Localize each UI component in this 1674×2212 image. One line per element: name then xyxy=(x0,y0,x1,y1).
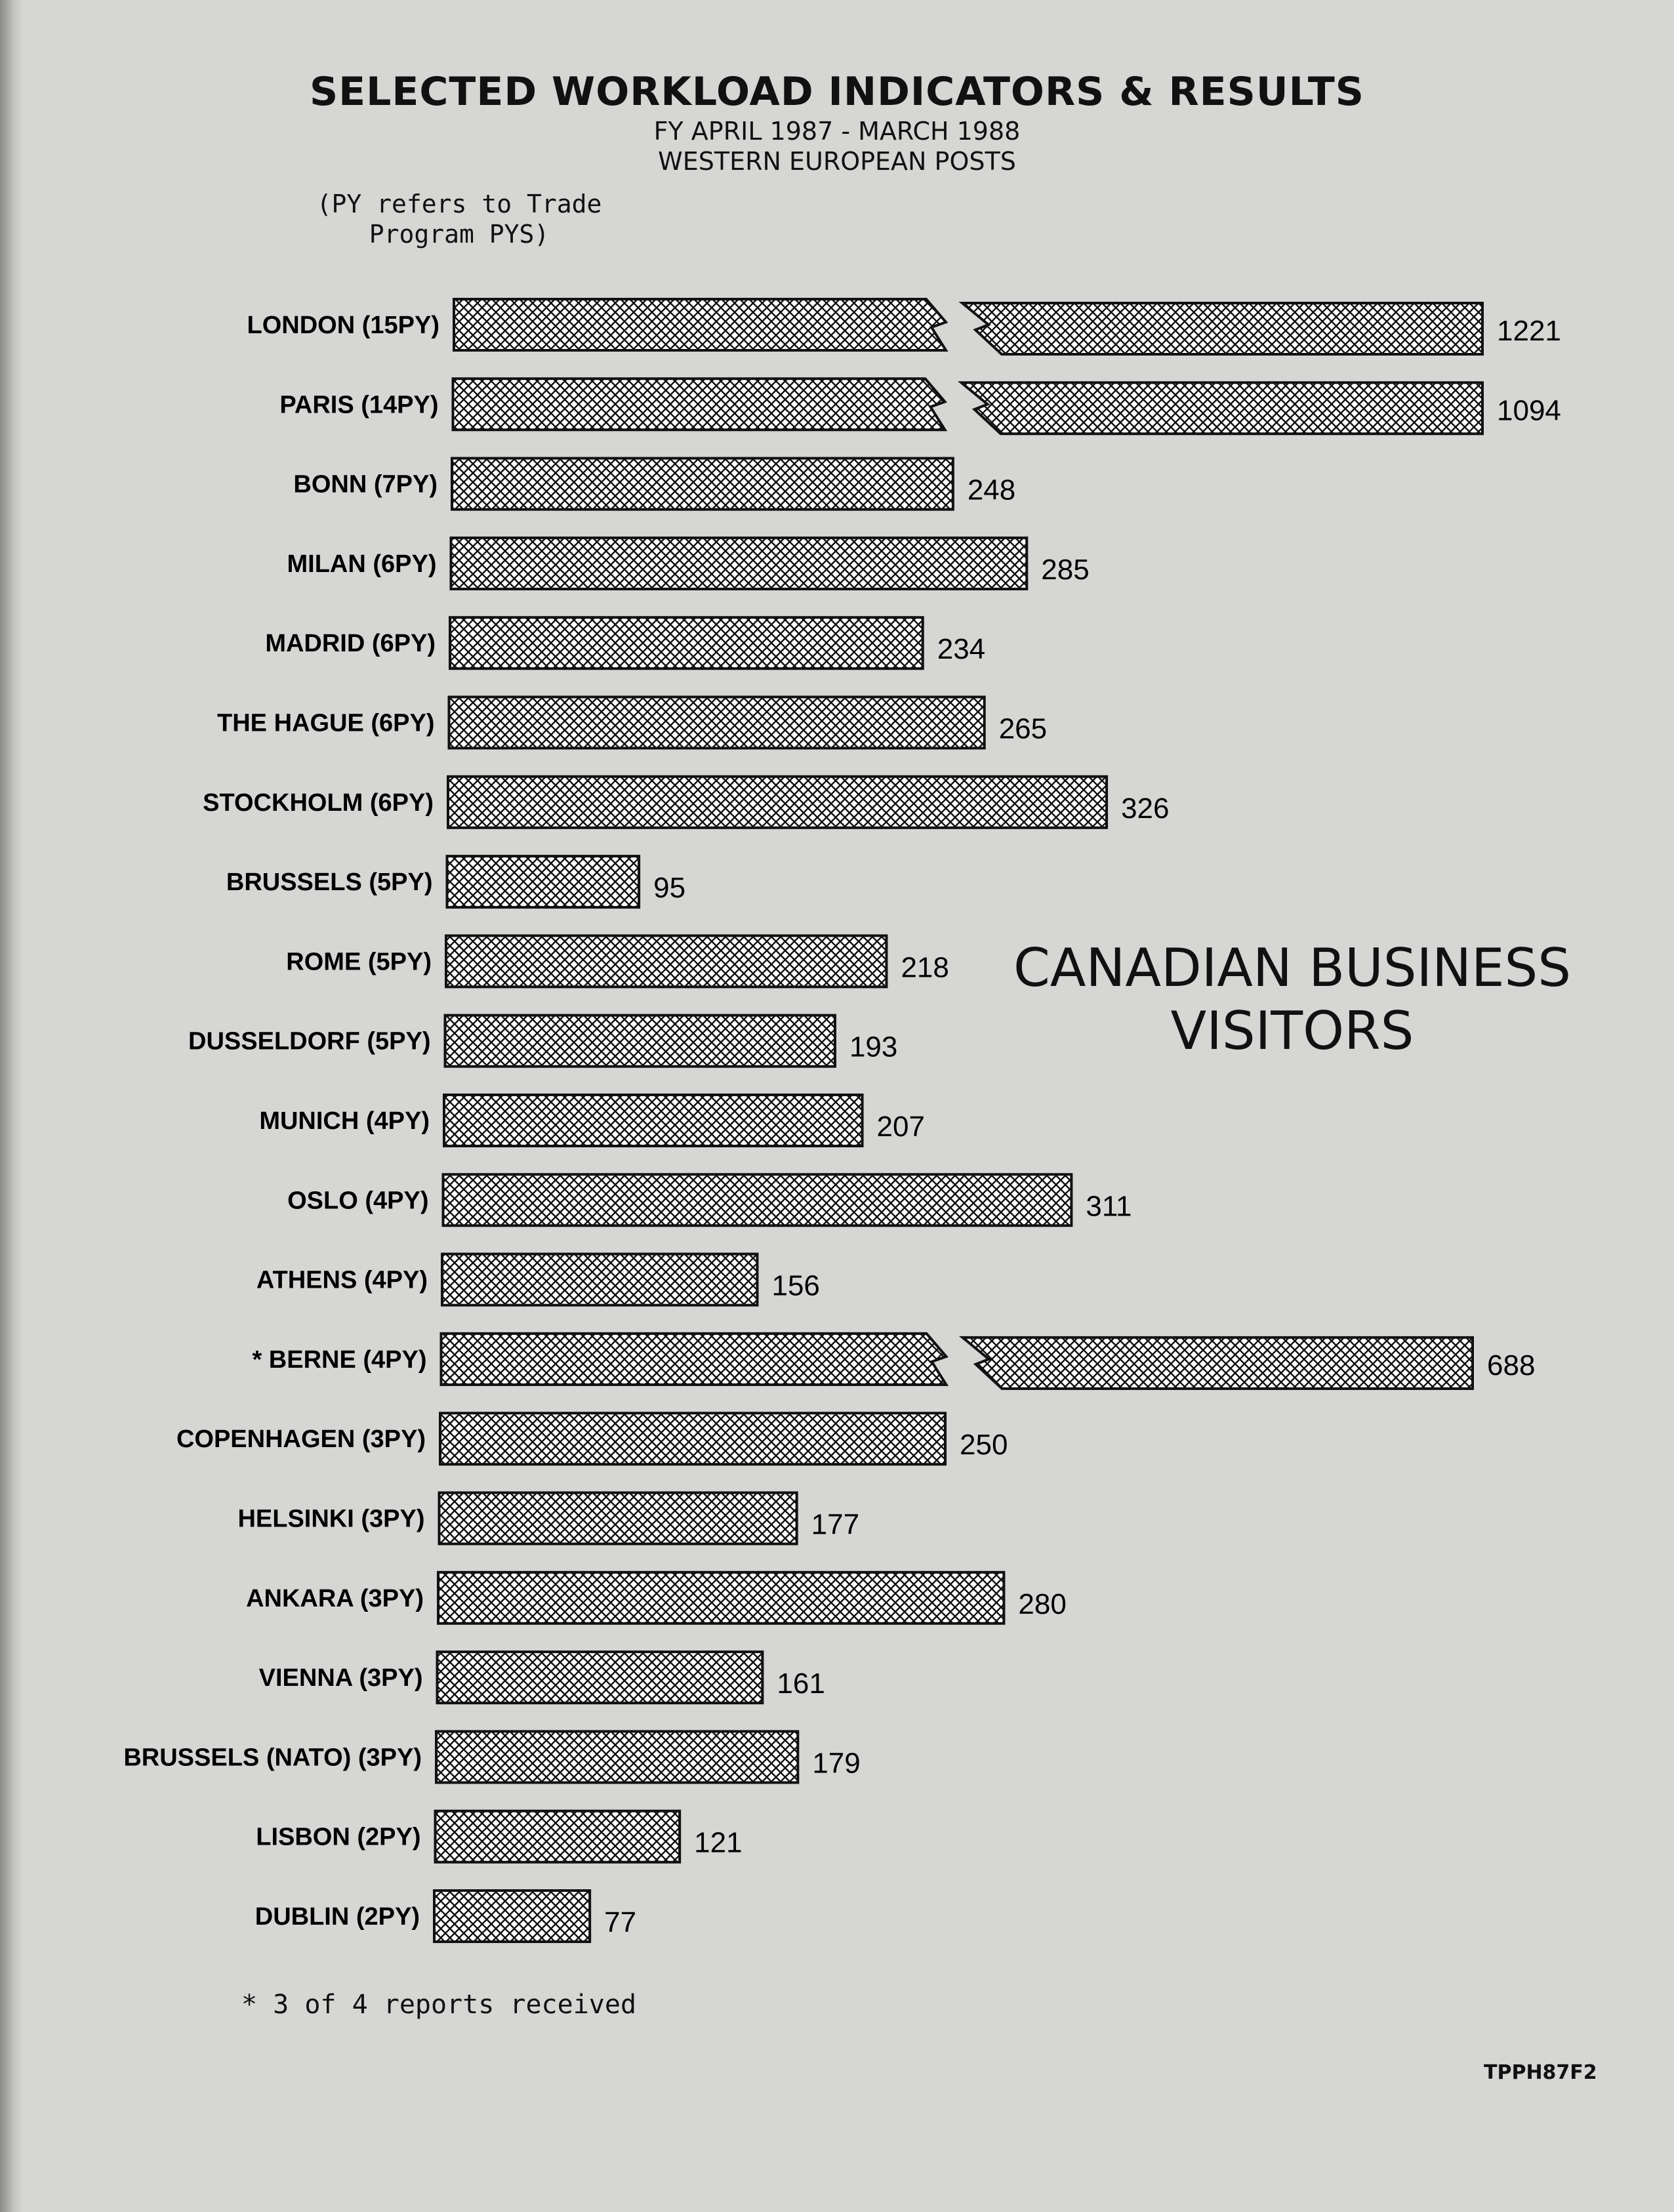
bar xyxy=(436,1811,680,1862)
bar xyxy=(440,1413,945,1464)
bar-right-segment xyxy=(962,303,1482,354)
series-label-line2: VISITORS xyxy=(1170,1000,1414,1061)
bar xyxy=(447,856,640,907)
value-label: 77 xyxy=(604,1906,637,1938)
value-label: 177 xyxy=(811,1508,860,1541)
category-label: ATHENS (4PY) xyxy=(256,1266,428,1294)
bar xyxy=(434,1891,590,1942)
footnote: * 3 of 4 reports received xyxy=(241,1990,637,2020)
category-label: MUNICH (4PY) xyxy=(259,1107,430,1135)
chart-subtitle-period: FY APRIL 1987 - MARCH 1988 xyxy=(653,117,1021,146)
value-label: 311 xyxy=(1086,1190,1132,1223)
category-label: BONN (7PY) xyxy=(293,470,438,499)
bar xyxy=(446,935,886,987)
value-label: 218 xyxy=(901,951,949,984)
category-label: * BERNE (4PY) xyxy=(252,1345,427,1374)
category-label: OSLO (4PY) xyxy=(287,1187,429,1215)
category-label: COPENHAGEN (3PY) xyxy=(176,1425,426,1454)
value-label: 265 xyxy=(998,712,1048,745)
bar-right-segment xyxy=(962,382,1483,434)
value-label: 193 xyxy=(849,1031,898,1063)
py-note-line2: Program PYS) xyxy=(369,220,550,249)
value-label: 1221 xyxy=(1497,315,1561,347)
bar xyxy=(449,697,985,748)
category-label: THE HAGUE (6PY) xyxy=(217,709,435,737)
bar xyxy=(452,459,953,510)
category-label: ROME (5PY) xyxy=(286,948,432,976)
value-label: 250 xyxy=(960,1429,1008,1462)
value-label: 161 xyxy=(777,1668,825,1700)
value-label: 121 xyxy=(694,1826,743,1859)
bar xyxy=(439,1493,797,1544)
bar-left-segment xyxy=(441,1334,947,1385)
category-label: HELSINKI (3PY) xyxy=(237,1505,425,1533)
value-label: 179 xyxy=(812,1747,861,1780)
category-label: DUBLIN (2PY) xyxy=(255,1903,420,1931)
category-label: DUSSELDORF (5PY) xyxy=(188,1027,431,1055)
value-label: 280 xyxy=(1018,1587,1067,1620)
series-label-line1: CANADIAN BUSINESS xyxy=(1013,937,1572,998)
document-code: TPPH87F2 xyxy=(1484,2061,1597,2084)
value-label: 207 xyxy=(876,1111,925,1143)
category-label: VIENNA (3PY) xyxy=(258,1664,423,1692)
bar xyxy=(450,617,923,668)
value-label: 95 xyxy=(653,872,686,905)
bar xyxy=(451,538,1027,589)
value-label: 688 xyxy=(1487,1349,1536,1382)
bar-left-segment xyxy=(453,379,945,430)
category-label: LONDON (15PY) xyxy=(247,312,439,339)
bar xyxy=(442,1254,757,1305)
bar xyxy=(448,777,1107,828)
chart-title: SELECTED WORKLOAD INDICATORS & RESULTS xyxy=(309,69,1365,115)
value-label: 326 xyxy=(1121,792,1170,825)
bar xyxy=(443,1174,1072,1225)
value-label: 248 xyxy=(967,474,1016,506)
bar-right-segment xyxy=(963,1338,1473,1389)
category-label: BRUSSELS (5PY) xyxy=(226,869,433,897)
value-label: 234 xyxy=(937,633,986,666)
category-label: MADRID (6PY) xyxy=(265,630,436,658)
chart-subtitle-region: WESTERN EUROPEAN POSTS xyxy=(658,147,1016,176)
bar xyxy=(438,1572,1004,1624)
bar xyxy=(436,1731,798,1782)
category-label: LISBON (2PY) xyxy=(256,1823,421,1851)
value-label: 1094 xyxy=(1497,394,1561,427)
bar xyxy=(438,1652,763,1703)
category-label: BRUSSELS (NATO) (3PY) xyxy=(123,1744,422,1772)
category-label: PARIS (14PY) xyxy=(279,391,439,419)
category-label: STOCKHOLM (6PY) xyxy=(203,789,434,817)
category-label: ANKARA (3PY) xyxy=(246,1584,424,1612)
value-label: 285 xyxy=(1041,553,1090,586)
bar xyxy=(444,1095,863,1146)
value-label: 156 xyxy=(771,1269,820,1302)
py-note-line1: (PY refers to Trade xyxy=(316,190,602,218)
bar-left-segment xyxy=(454,299,946,350)
bar xyxy=(445,1015,835,1067)
category-label: MILAN (6PY) xyxy=(287,550,437,578)
